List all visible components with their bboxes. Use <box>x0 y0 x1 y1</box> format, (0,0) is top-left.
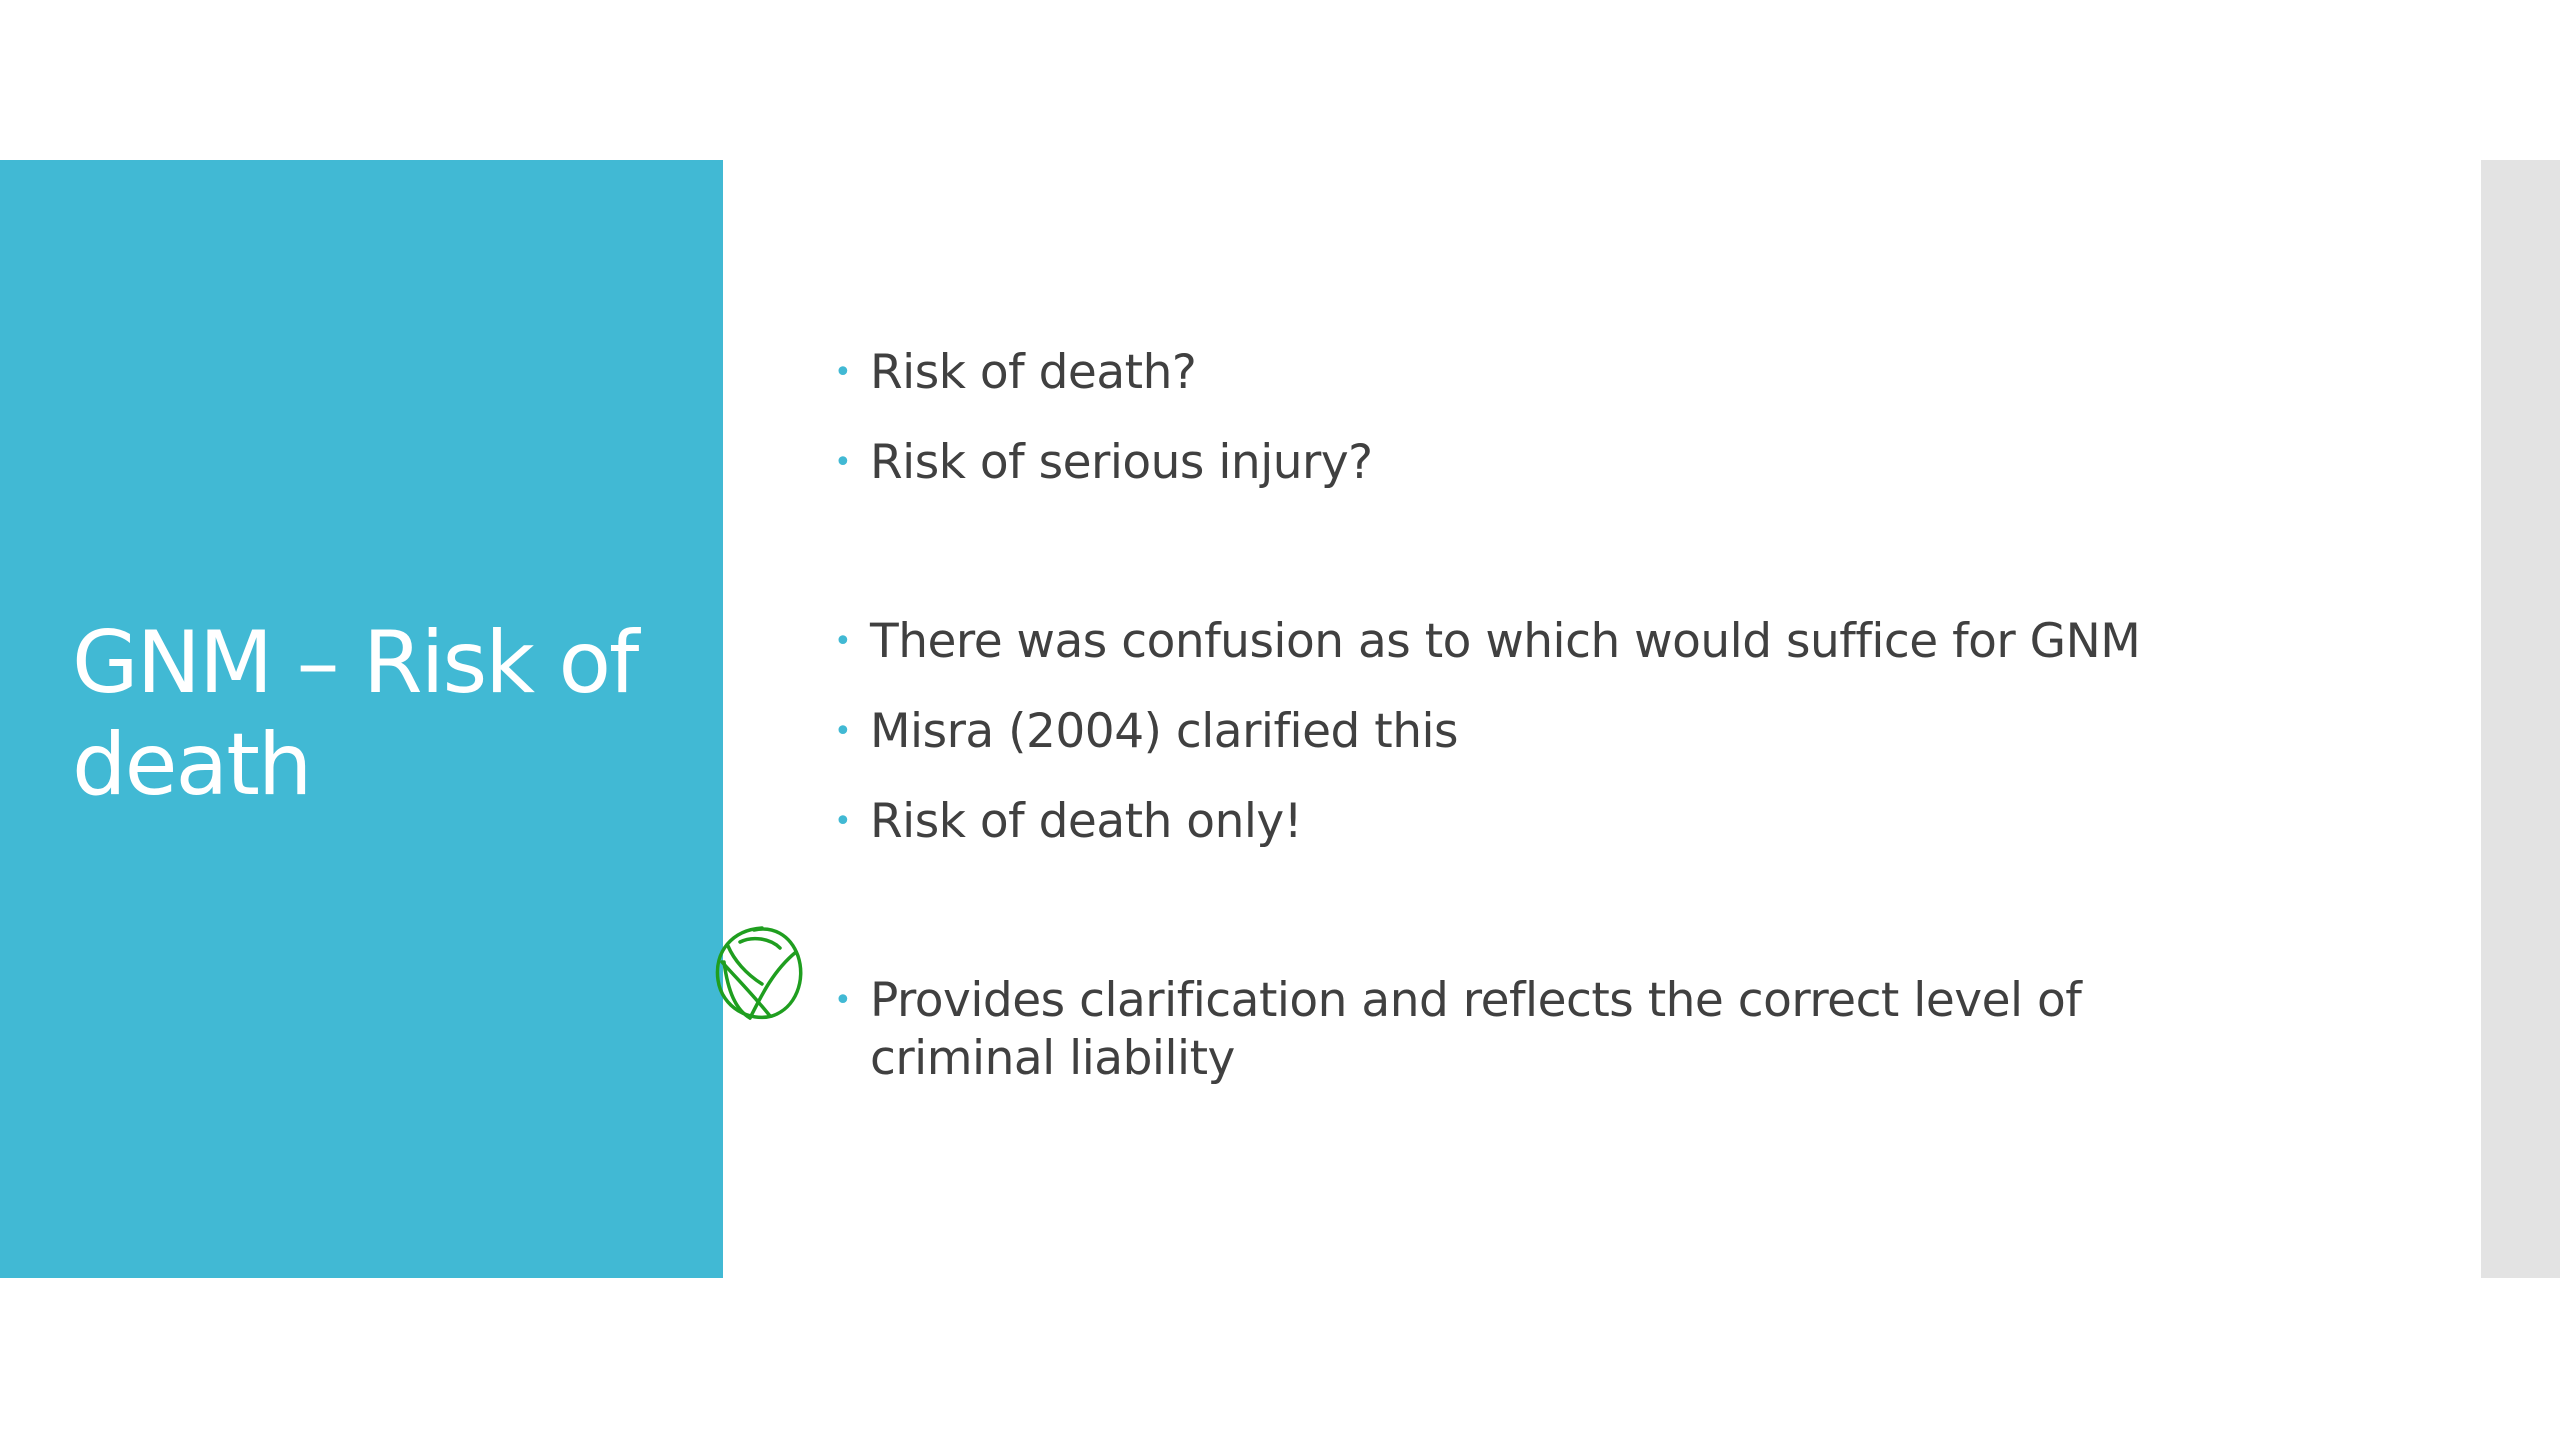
bullet-item <box>834 434 2274 492</box>
bullet-text: Risk of death only! <box>870 794 1303 849</box>
bullet-item <box>834 793 2274 851</box>
bullet-marker: • <box>834 804 852 839</box>
bullet-item <box>834 703 2274 761</box>
bullet-text: Risk of serious injury? <box>870 435 1373 490</box>
bullet-text: Misra (2004) clarified this <box>870 704 1459 759</box>
bullet-item <box>834 972 2274 1088</box>
bullet-text: Provides clarification and reflects the correct level of criminal liability <box>870 973 2082 1086</box>
bullet-marker: • <box>834 624 852 659</box>
bullet-item <box>834 613 2274 671</box>
bullet-marker: • <box>834 714 852 749</box>
bullet-item <box>834 344 2274 402</box>
bullet-marker: • <box>834 355 852 390</box>
bullet-text: Risk of death? <box>870 345 1197 400</box>
slide-title: GNM – Risk of death <box>72 613 638 815</box>
bullet-text: There was confusion as to which would suffice for GNM <box>870 614 2141 669</box>
bullet-marker: • <box>834 983 852 1018</box>
bullet-marker: • <box>834 445 852 480</box>
side-strip <box>2481 160 2560 1278</box>
pen-scribble-icon <box>710 922 808 1024</box>
